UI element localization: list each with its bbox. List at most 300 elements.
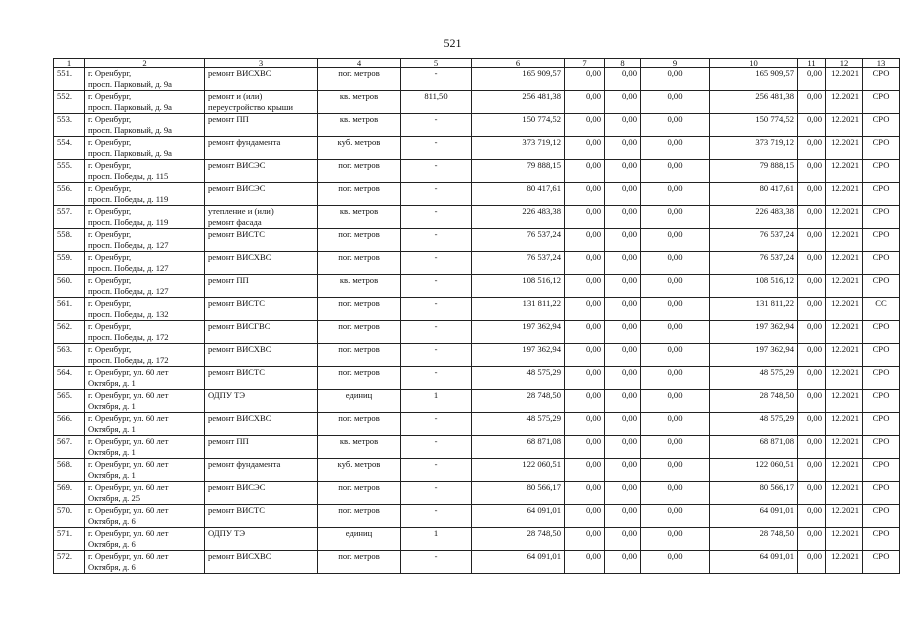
owners-cost-cell: 197 362,94 [710,321,798,344]
column-header-5: 5 [401,59,472,68]
deadline-cell: 12.2021 [826,137,863,160]
method-cell: СРО [863,160,900,183]
unit-cell: единиц [318,390,401,413]
deadline-cell: 12.2021 [826,68,863,91]
method-cell: СРО [863,137,900,160]
municipal-cost-cell: 0,00 [641,436,710,459]
budget-cost-cell: 0,00 [605,413,641,436]
method-cell: СРО [863,344,900,367]
row-number-cell: 557. [54,206,85,229]
quantity-cell: - [401,114,472,137]
owners-cost-cell: 108 516,12 [710,275,798,298]
deadline-cell: 12.2021 [826,298,863,321]
fund-cost-cell: 0,00 [565,436,605,459]
owners-cost-cell: 48 575,29 [710,413,798,436]
municipal-cost-cell: 0,00 [641,390,710,413]
quantity-cell: - [401,160,472,183]
row-number-cell: 567. [54,436,85,459]
municipal-cost-cell: 0,00 [641,68,710,91]
specific-cost-cell: 0,00 [798,298,826,321]
row-number-cell: 554. [54,137,85,160]
owners-cost-cell: 122 060,51 [710,459,798,482]
row-number-cell: 555. [54,160,85,183]
address-cell: г. Оренбург, ул. 60 лет Октября, д. 1 [85,436,205,459]
municipal-cost-cell: 0,00 [641,252,710,275]
quantity-cell: - [401,367,472,390]
owners-cost-cell: 64 091,01 [710,551,798,574]
address-cell: г. Оренбург, ул. 60 лет Октября, д. 1 [85,367,205,390]
total-cost-cell: 28 748,50 [472,390,565,413]
owners-cost-cell: 373 719,12 [710,137,798,160]
address-cell: г. Оренбург, просп. Победы, д. 119 [85,206,205,229]
table-row [54,137,900,160]
owners-cost-cell: 256 481,38 [710,91,798,114]
address-cell: г. Оренбург, просп. Победы, д. 132 [85,298,205,321]
work-type-cell: ремонт ВИСХВС [205,551,318,574]
municipal-cost-cell: 0,00 [641,482,710,505]
table-row [54,505,900,528]
address-cell: г. Оренбург, просп. Парковый, д. 9а [85,114,205,137]
quantity-cell: - [401,551,472,574]
deadline-cell: 12.2021 [826,436,863,459]
fund-cost-cell: 0,00 [565,298,605,321]
table-row [54,551,900,574]
owners-cost-cell: 28 748,50 [710,390,798,413]
quantity-cell: - [401,436,472,459]
total-cost-cell: 165 909,57 [472,68,565,91]
address-cell: г. Оренбург, ул. 60 лет Октября, д. 6 [85,551,205,574]
owners-cost-cell: 165 909,57 [710,68,798,91]
quantity-cell: - [401,137,472,160]
unit-cell: пог. метров [318,183,401,206]
work-type-cell: ремонт ВИСТС [205,367,318,390]
column-header-12: 12 [826,59,863,68]
fund-cost-cell: 0,00 [565,183,605,206]
specific-cost-cell: 0,00 [798,91,826,114]
method-cell: СРО [863,551,900,574]
deadline-cell: 12.2021 [826,160,863,183]
total-cost-cell: 150 774,52 [472,114,565,137]
work-type-cell: ремонт фундамента [205,459,318,482]
municipal-cost-cell: 0,00 [641,183,710,206]
method-cell: СРО [863,436,900,459]
total-cost-cell: 131 811,22 [472,298,565,321]
column-header-10: 10 [710,59,798,68]
table-row [54,321,900,344]
method-cell: СРО [863,275,900,298]
row-number-cell: 571. [54,528,85,551]
quantity-cell: - [401,482,472,505]
table-row [54,367,900,390]
column-header-11: 11 [798,59,826,68]
repair-program-table [53,58,900,574]
specific-cost-cell: 0,00 [798,160,826,183]
work-type-cell: ремонт и (или) переустройство крыши [205,91,318,114]
fund-cost-cell: 0,00 [565,505,605,528]
work-type-cell: ремонт ВИСТС [205,298,318,321]
fund-cost-cell: 0,00 [565,551,605,574]
row-number-cell: 560. [54,275,85,298]
column-header-3: 3 [205,59,318,68]
table-row [54,413,900,436]
row-number-cell: 569. [54,482,85,505]
budget-cost-cell: 0,00 [605,528,641,551]
quantity-cell: 811,50 [401,91,472,114]
municipal-cost-cell: 0,00 [641,367,710,390]
unit-cell: кв. метров [318,436,401,459]
deadline-cell: 12.2021 [826,390,863,413]
table-row [54,91,900,114]
municipal-cost-cell: 0,00 [641,459,710,482]
work-type-cell: ремонт ВИСХВС [205,344,318,367]
deadline-cell: 12.2021 [826,459,863,482]
row-number-cell: 561. [54,298,85,321]
column-header-1: 1 [54,59,85,68]
municipal-cost-cell: 0,00 [641,91,710,114]
deadline-cell: 12.2021 [826,229,863,252]
fund-cost-cell: 0,00 [565,137,605,160]
unit-cell: пог. метров [318,413,401,436]
work-type-cell: ремонт ВИСЭС [205,183,318,206]
municipal-cost-cell: 0,00 [641,413,710,436]
total-cost-cell: 79 888,15 [472,160,565,183]
work-type-cell: ремонт ВИСТС [205,505,318,528]
address-cell: г. Оренбург, просп. Победы, д. 172 [85,321,205,344]
work-type-cell: утепление и (или) ремонт фасада [205,206,318,229]
deadline-cell: 12.2021 [826,482,863,505]
deadline-cell: 12.2021 [826,551,863,574]
deadline-cell: 12.2021 [826,114,863,137]
table-row [54,390,900,413]
total-cost-cell: 28 748,50 [472,528,565,551]
row-number-cell: 559. [54,252,85,275]
header-row [54,59,900,68]
table-row [54,252,900,275]
address-cell: г. Оренбург, просп. Победы, д. 172 [85,344,205,367]
method-cell: СРО [863,367,900,390]
row-number-cell: 563. [54,344,85,367]
unit-cell: пог. метров [318,482,401,505]
work-type-cell: ремонт ВИСХВС [205,413,318,436]
budget-cost-cell: 0,00 [605,482,641,505]
specific-cost-cell: 0,00 [798,275,826,298]
deadline-cell: 12.2021 [826,275,863,298]
budget-cost-cell: 0,00 [605,68,641,91]
unit-cell: куб. метров [318,459,401,482]
method-cell: СРО [863,252,900,275]
budget-cost-cell: 0,00 [605,114,641,137]
total-cost-cell: 197 362,94 [472,344,565,367]
address-cell: г. Оренбург, ул. 60 лет Октября, д. 1 [85,390,205,413]
column-header-6: 6 [472,59,565,68]
specific-cost-cell: 0,00 [798,459,826,482]
quantity-cell: - [401,298,472,321]
budget-cost-cell: 0,00 [605,367,641,390]
method-cell: СРО [863,528,900,551]
total-cost-cell: 122 060,51 [472,459,565,482]
table-body [54,68,900,574]
unit-cell: пог. метров [318,229,401,252]
deadline-cell: 12.2021 [826,413,863,436]
quantity-cell: - [401,321,472,344]
budget-cost-cell: 0,00 [605,505,641,528]
owners-cost-cell: 226 483,38 [710,206,798,229]
column-header-7: 7 [565,59,605,68]
specific-cost-cell: 0,00 [798,183,826,206]
fund-cost-cell: 0,00 [565,229,605,252]
unit-cell: кв. метров [318,206,401,229]
column-header-2: 2 [85,59,205,68]
row-number-cell: 552. [54,91,85,114]
budget-cost-cell: 0,00 [605,91,641,114]
specific-cost-cell: 0,00 [798,344,826,367]
fund-cost-cell: 0,00 [565,275,605,298]
quantity-cell: - [401,413,472,436]
row-number-cell: 556. [54,183,85,206]
unit-cell: куб. метров [318,137,401,160]
deadline-cell: 12.2021 [826,252,863,275]
row-number-cell: 562. [54,321,85,344]
municipal-cost-cell: 0,00 [641,137,710,160]
address-cell: г. Оренбург, ул. 60 лет Октября, д. 6 [85,528,205,551]
quantity-cell: - [401,229,472,252]
municipal-cost-cell: 0,00 [641,298,710,321]
budget-cost-cell: 0,00 [605,459,641,482]
work-type-cell: ремонт ПП [205,114,318,137]
deadline-cell: 12.2021 [826,344,863,367]
municipal-cost-cell: 0,00 [641,551,710,574]
fund-cost-cell: 0,00 [565,252,605,275]
column-header-13: 13 [863,59,900,68]
total-cost-cell: 64 091,01 [472,551,565,574]
fund-cost-cell: 0,00 [565,528,605,551]
fund-cost-cell: 0,00 [565,367,605,390]
owners-cost-cell: 64 091,01 [710,505,798,528]
total-cost-cell: 48 575,29 [472,413,565,436]
municipal-cost-cell: 0,00 [641,114,710,137]
total-cost-cell: 256 481,38 [472,91,565,114]
unit-cell: пог. метров [318,367,401,390]
method-cell: СРО [863,505,900,528]
specific-cost-cell: 0,00 [798,321,826,344]
specific-cost-cell: 0,00 [798,206,826,229]
address-cell: г. Оренбург, просп. Парковый, д. 9а [85,68,205,91]
method-cell: СРО [863,459,900,482]
table-row [54,114,900,137]
budget-cost-cell: 0,00 [605,183,641,206]
municipal-cost-cell: 0,00 [641,229,710,252]
quantity-cell: - [401,68,472,91]
fund-cost-cell: 0,00 [565,390,605,413]
unit-cell: пог. метров [318,252,401,275]
total-cost-cell: 48 575,29 [472,367,565,390]
method-cell: СРО [863,91,900,114]
quantity-cell: - [401,459,472,482]
quantity-cell: - [401,275,472,298]
table-row [54,160,900,183]
deadline-cell: 12.2021 [826,505,863,528]
municipal-cost-cell: 0,00 [641,505,710,528]
work-type-cell: ремонт ВИСТС [205,229,318,252]
table-row [54,459,900,482]
deadline-cell: 12.2021 [826,206,863,229]
deadline-cell: 12.2021 [826,367,863,390]
unit-cell: пог. метров [318,68,401,91]
table-row [54,344,900,367]
work-type-cell: ремонт ВИСХВС [205,68,318,91]
total-cost-cell: 197 362,94 [472,321,565,344]
unit-cell: кв. метров [318,275,401,298]
address-cell: г. Оренбург, ул. 60 лет Октября, д. 1 [85,413,205,436]
work-type-cell: ремонт ВИСХВС [205,252,318,275]
fund-cost-cell: 0,00 [565,206,605,229]
address-cell: г. Оренбург, просп. Парковый, д. 9а [85,137,205,160]
unit-cell: кв. метров [318,114,401,137]
work-type-cell: ремонт ВИСЭС [205,160,318,183]
specific-cost-cell: 0,00 [798,505,826,528]
table-row [54,482,900,505]
address-cell: г. Оренбург, просп. Победы, д. 127 [85,275,205,298]
method-cell: СРО [863,413,900,436]
work-type-cell: ремонт ПП [205,275,318,298]
fund-cost-cell: 0,00 [565,68,605,91]
fund-cost-cell: 0,00 [565,482,605,505]
row-number-cell: 565. [54,390,85,413]
budget-cost-cell: 0,00 [605,160,641,183]
owners-cost-cell: 79 888,15 [710,160,798,183]
budget-cost-cell: 0,00 [605,275,641,298]
budget-cost-cell: 0,00 [605,206,641,229]
total-cost-cell: 226 483,38 [472,206,565,229]
specific-cost-cell: 0,00 [798,367,826,390]
unit-cell: пог. метров [318,321,401,344]
method-cell: СРО [863,68,900,91]
municipal-cost-cell: 0,00 [641,206,710,229]
budget-cost-cell: 0,00 [605,298,641,321]
row-number-cell: 566. [54,413,85,436]
owners-cost-cell: 68 871,08 [710,436,798,459]
municipal-cost-cell: 0,00 [641,275,710,298]
method-cell: СРО [863,229,900,252]
unit-cell: пог. метров [318,505,401,528]
work-type-cell: ремонт ПП [205,436,318,459]
owners-cost-cell: 80 566,17 [710,482,798,505]
table-row [54,528,900,551]
fund-cost-cell: 0,00 [565,321,605,344]
quantity-cell: 1 [401,528,472,551]
fund-cost-cell: 0,00 [565,91,605,114]
owners-cost-cell: 76 537,24 [710,252,798,275]
row-number-cell: 558. [54,229,85,252]
fund-cost-cell: 0,00 [565,160,605,183]
fund-cost-cell: 0,00 [565,413,605,436]
work-type-cell: ремонт ВИСЭС [205,482,318,505]
table-row [54,206,900,229]
method-cell: СРО [863,482,900,505]
budget-cost-cell: 0,00 [605,229,641,252]
work-type-cell: ремонт ВИСГВС [205,321,318,344]
quantity-cell: - [401,344,472,367]
row-number-cell: 568. [54,459,85,482]
unit-cell: пог. метров [318,551,401,574]
work-type-cell: ОДПУ ТЭ [205,390,318,413]
address-cell: г. Оренбург, просп. Парковый, д. 9а [85,91,205,114]
quantity-cell: 1 [401,390,472,413]
specific-cost-cell: 0,00 [798,482,826,505]
table-row [54,436,900,459]
quantity-cell: - [401,206,472,229]
quantity-cell: - [401,505,472,528]
row-number-cell: 564. [54,367,85,390]
specific-cost-cell: 0,00 [798,229,826,252]
specific-cost-cell: 0,00 [798,551,826,574]
budget-cost-cell: 0,00 [605,390,641,413]
deadline-cell: 12.2021 [826,528,863,551]
address-cell: г. Оренбург, просп. Победы, д. 115 [85,160,205,183]
address-cell: г. Оренбург, ул. 60 лет Октября, д. 6 [85,505,205,528]
deadline-cell: 12.2021 [826,91,863,114]
unit-cell: пог. метров [318,344,401,367]
table-row [54,298,900,321]
method-cell: СРО [863,114,900,137]
work-type-cell: ремонт фундамента [205,137,318,160]
specific-cost-cell: 0,00 [798,390,826,413]
municipal-cost-cell: 0,00 [641,528,710,551]
fund-cost-cell: 0,00 [565,459,605,482]
deadline-cell: 12.2021 [826,321,863,344]
owners-cost-cell: 131 811,22 [710,298,798,321]
budget-cost-cell: 0,00 [605,436,641,459]
total-cost-cell: 80 417,61 [472,183,565,206]
municipal-cost-cell: 0,00 [641,344,710,367]
budget-cost-cell: 0,00 [605,321,641,344]
fund-cost-cell: 0,00 [565,114,605,137]
specific-cost-cell: 0,00 [798,528,826,551]
budget-cost-cell: 0,00 [605,551,641,574]
address-cell: г. Оренбург, ул. 60 лет Октября, д. 25 [85,482,205,505]
fund-cost-cell: 0,00 [565,344,605,367]
method-cell: СРО [863,390,900,413]
owners-cost-cell: 76 537,24 [710,229,798,252]
page-number: 521 [443,36,462,50]
row-number-cell: 572. [54,551,85,574]
budget-cost-cell: 0,00 [605,137,641,160]
total-cost-cell: 80 566,17 [472,482,565,505]
deadline-cell: 12.2021 [826,183,863,206]
address-cell: г. Оренбург, ул. 60 лет Октября, д. 1 [85,459,205,482]
column-header-8: 8 [605,59,641,68]
municipal-cost-cell: 0,00 [641,160,710,183]
total-cost-cell: 373 719,12 [472,137,565,160]
method-cell: СС [863,298,900,321]
specific-cost-cell: 0,00 [798,252,826,275]
unit-cell: кв. метров [318,91,401,114]
owners-cost-cell: 80 417,61 [710,183,798,206]
specific-cost-cell: 0,00 [798,137,826,160]
method-cell: СРО [863,321,900,344]
owners-cost-cell: 197 362,94 [710,344,798,367]
municipal-cost-cell: 0,00 [641,321,710,344]
owners-cost-cell: 150 774,52 [710,114,798,137]
total-cost-cell: 64 091,01 [472,505,565,528]
specific-cost-cell: 0,00 [798,413,826,436]
method-cell: СРО [863,206,900,229]
total-cost-cell: 76 537,24 [472,229,565,252]
quantity-cell: - [401,252,472,275]
total-cost-cell: 68 871,08 [472,436,565,459]
address-cell: г. Оренбург, просп. Победы, д. 119 [85,183,205,206]
column-header-4: 4 [318,59,401,68]
